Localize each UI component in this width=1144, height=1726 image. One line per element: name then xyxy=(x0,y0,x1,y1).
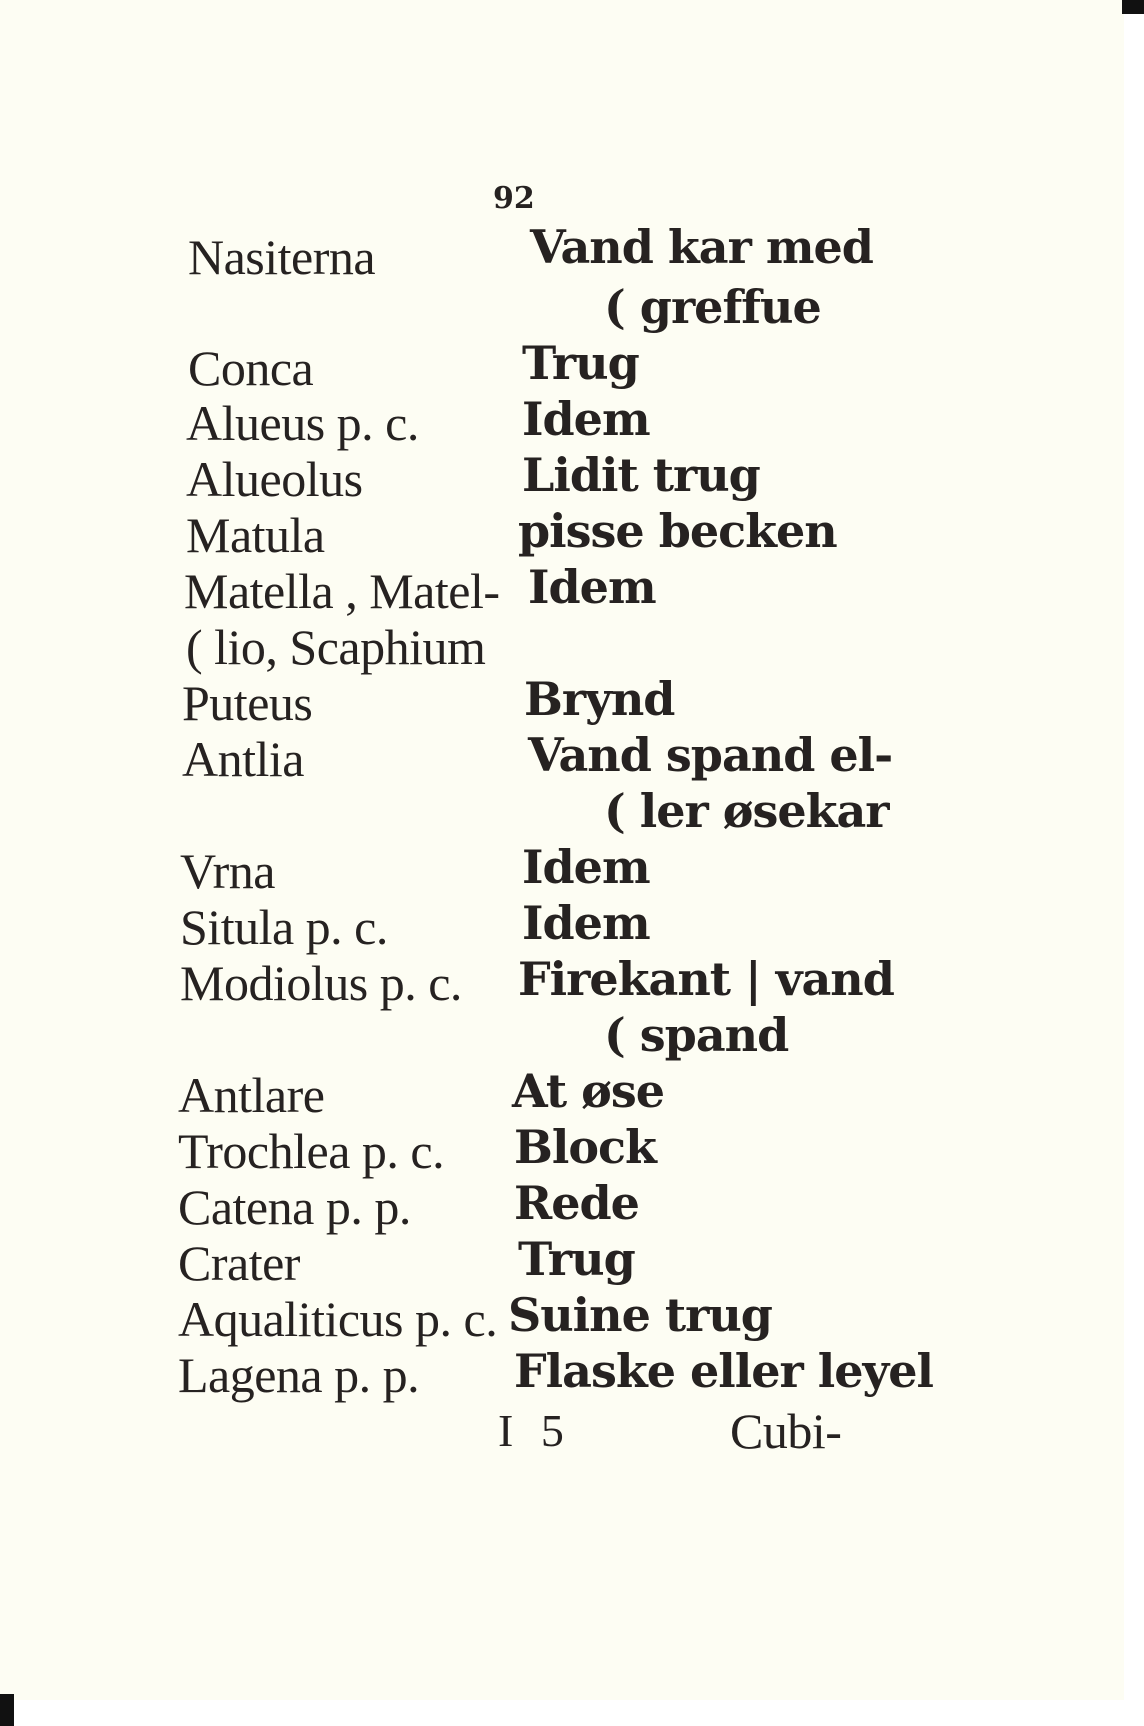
catchword: Cubi- xyxy=(730,1403,842,1459)
latin-term: Nasiterna xyxy=(188,229,376,285)
latin-term: Crater xyxy=(178,1235,300,1291)
danish-gloss: Trug xyxy=(518,1232,635,1286)
latin-term: Conca xyxy=(188,340,314,396)
danish-gloss: Lidit trug xyxy=(522,448,760,502)
latin-term: Alueus p. c. xyxy=(186,395,419,451)
folio-number: 92 xyxy=(493,181,535,216)
latin-term: Lagena p. p. xyxy=(178,1347,420,1403)
danish-gloss: Idem xyxy=(522,896,650,950)
danish-gloss: At øse xyxy=(512,1064,664,1118)
danish-gloss: Block xyxy=(514,1120,656,1174)
scan-edge-mark xyxy=(0,1694,14,1726)
danish-gloss: Vand kar med xyxy=(530,220,873,274)
danish-gloss: Rede xyxy=(514,1176,639,1230)
latin-term: Trochlea p. c. xyxy=(178,1123,445,1179)
latin-term: Alueolus xyxy=(186,451,363,507)
danish-gloss: Suine trug xyxy=(508,1288,772,1342)
danish-gloss: Idem xyxy=(522,392,650,446)
danish-gloss: Trug xyxy=(522,336,639,390)
scan-edge-mark xyxy=(1122,0,1144,14)
danish-gloss: Idem xyxy=(522,840,650,894)
danish-gloss: Idem xyxy=(528,560,656,614)
latin-term: Antlia xyxy=(182,731,304,787)
danish-gloss-continuation: ( spand xyxy=(604,1008,789,1062)
latin-term: Catena p. p. xyxy=(178,1179,411,1235)
danish-gloss-continuation: ( greffue xyxy=(604,280,821,334)
danish-gloss: Flaske eller leyel xyxy=(514,1344,933,1398)
latin-term: Puteus xyxy=(182,675,313,731)
signature-mark: I 5 xyxy=(498,1405,572,1456)
latin-term: Vrna xyxy=(180,843,275,899)
danish-gloss: pisse becken xyxy=(518,504,837,558)
danish-gloss: Vand spand el- xyxy=(528,728,893,782)
latin-term: Situla p. c. xyxy=(180,899,388,955)
danish-gloss: Firekant | vand xyxy=(518,952,894,1006)
latin-term: Matella , Matel- xyxy=(184,563,500,619)
danish-gloss-continuation: ( ler øsekar xyxy=(604,784,889,838)
latin-term: Modiolus p. c. xyxy=(180,955,462,1011)
latin-term: Matula xyxy=(186,507,325,563)
latin-term: Aqualiticus p. c. xyxy=(178,1291,498,1347)
latin-term-continuation: ( lio, Scaphium xyxy=(186,619,486,675)
latin-term: Antlare xyxy=(178,1067,325,1123)
danish-gloss: Brynd xyxy=(524,672,675,726)
